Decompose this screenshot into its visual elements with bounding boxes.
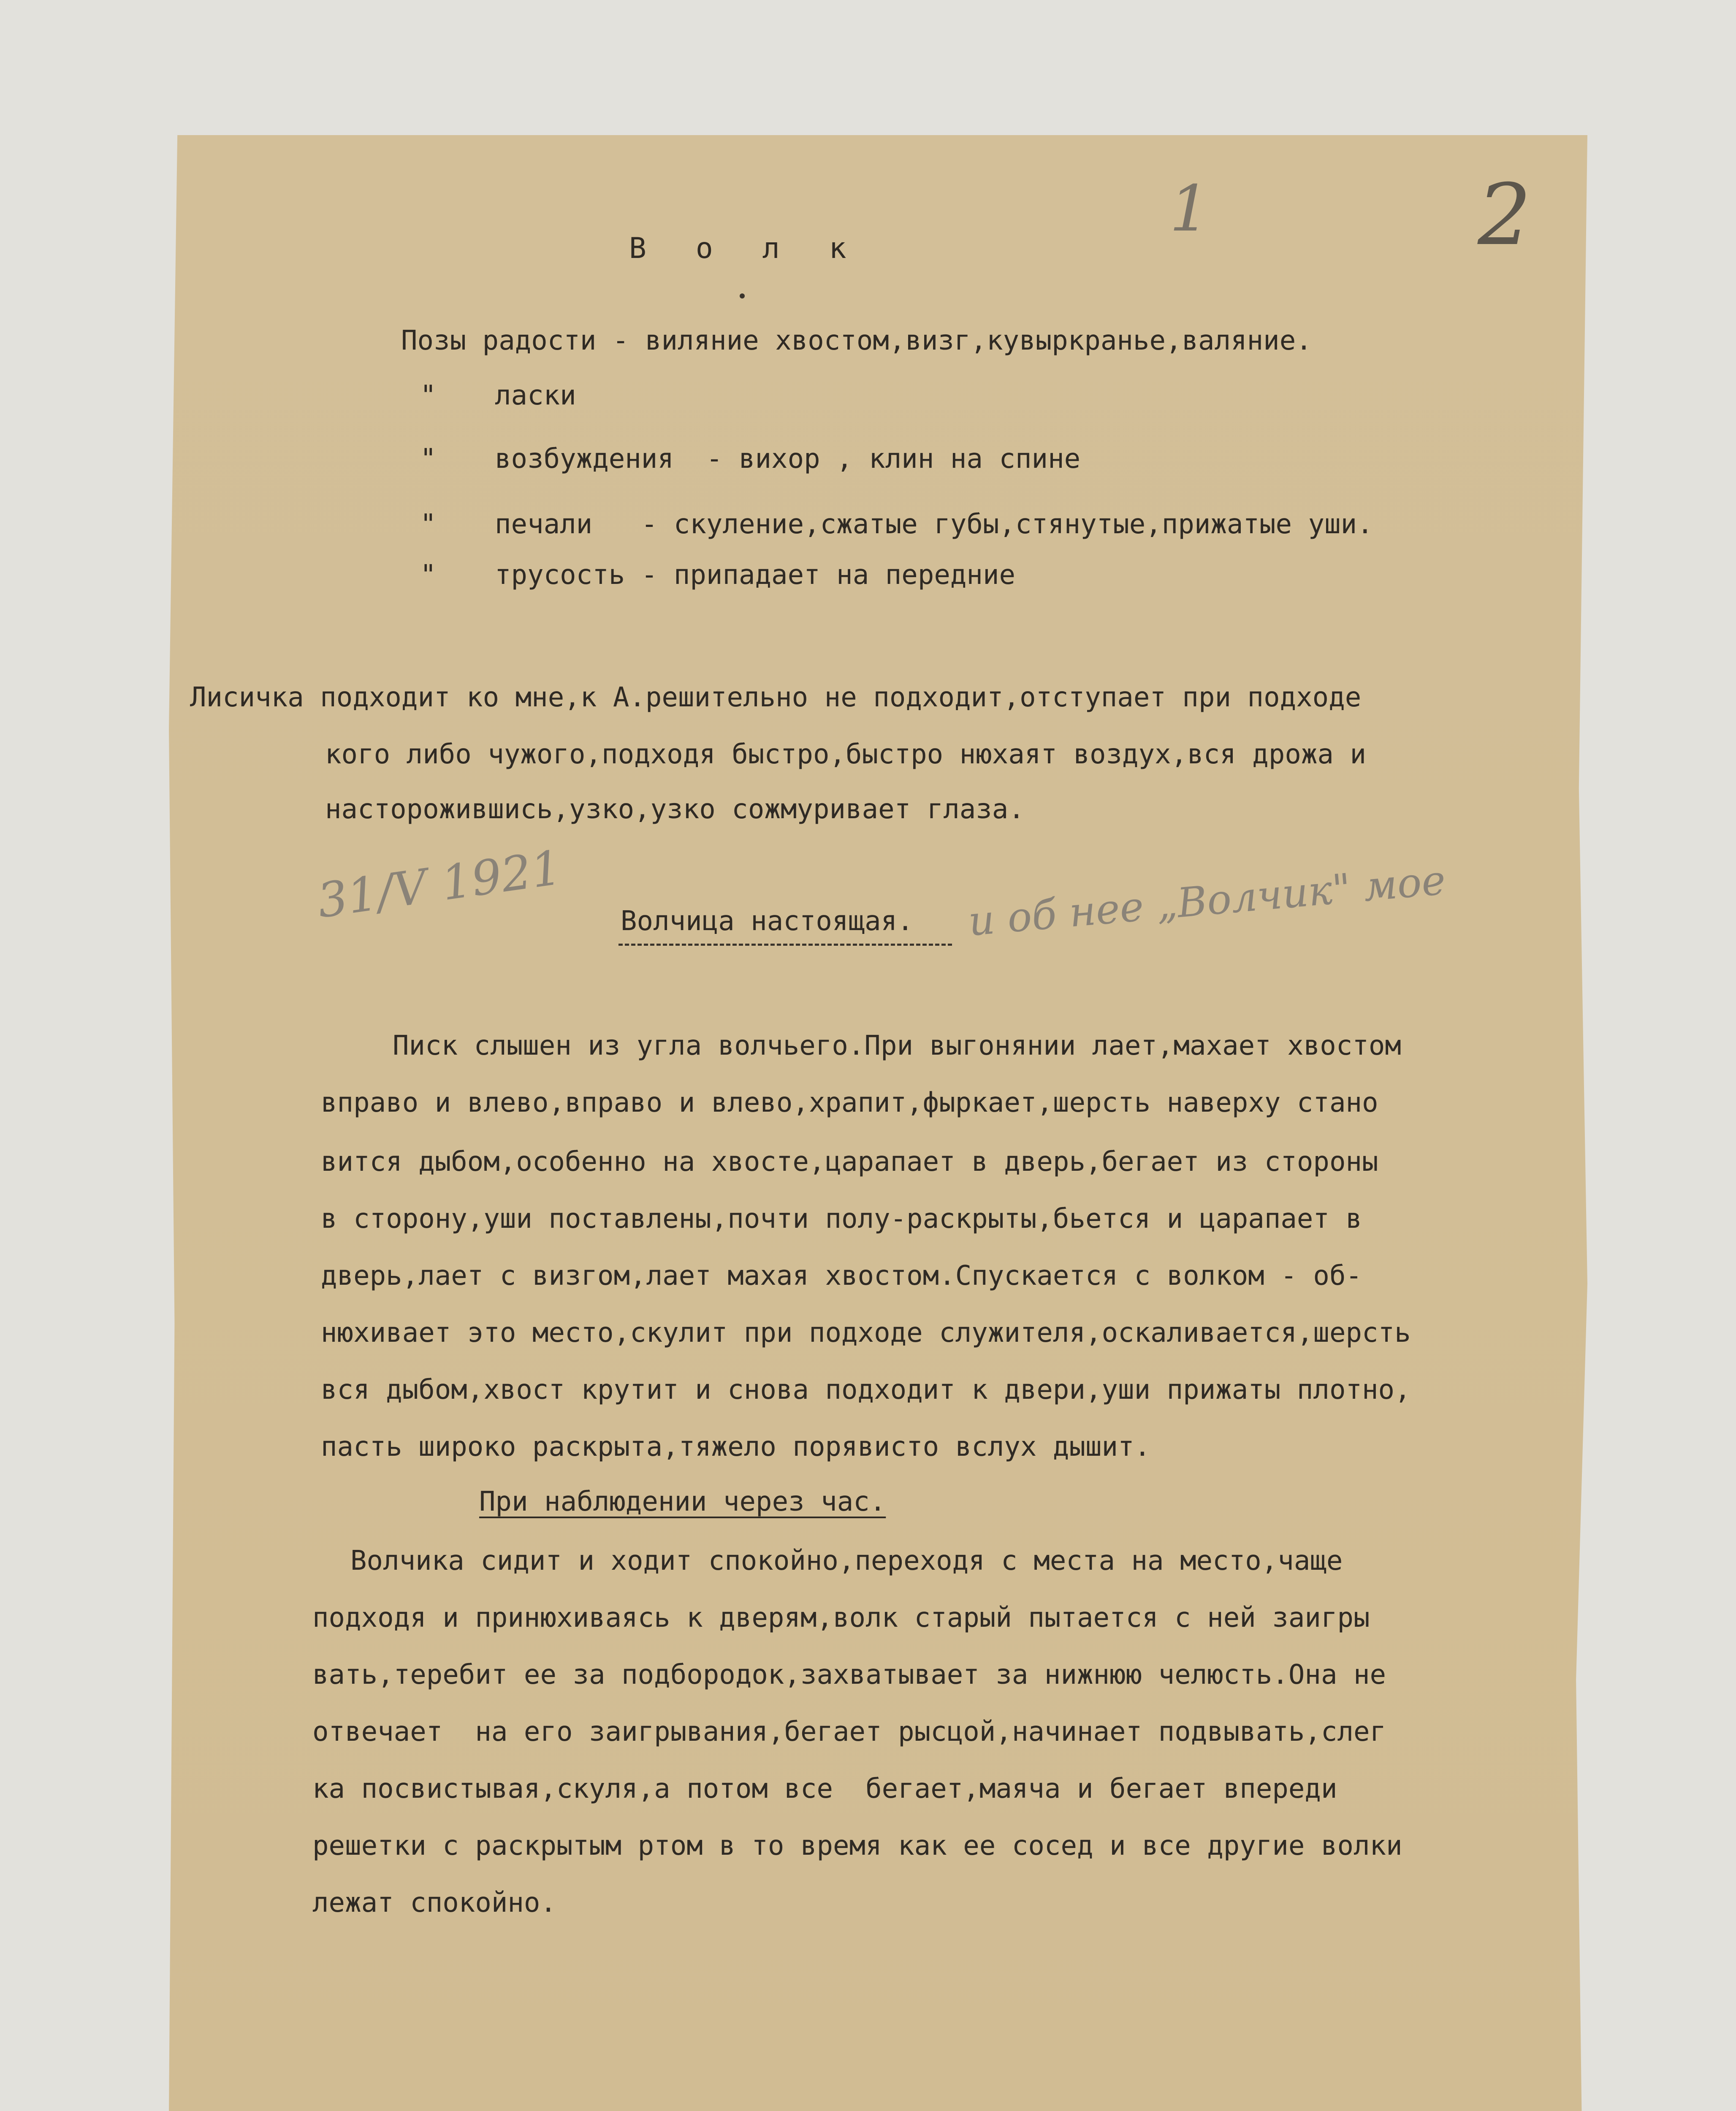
handwritten-page-number-2: 2: [1478, 166, 1532, 264]
subheading: При наблюдении через час.: [479, 1486, 886, 1517]
pose-marker-2: ": [420, 380, 437, 411]
she-wolf-paragraph-line-2: вправо и влево,вправо и влево,храпит,фыркает,шерсть наверху стано: [321, 1087, 1378, 1118]
she-wolf-paragraph-line-4: в сторону,уши поставлены,почти полу-раскрыты,бьется и царапает в: [321, 1203, 1362, 1235]
hour-paragraph-line-1: Волчика сидит и ходит спокойно,переходя с места на место,чаще: [350, 1545, 1343, 1576]
pose-line-2: ласки: [495, 380, 576, 411]
pose-line-4: печали - скуление,сжатые губы,стянутые,прижатые уши.: [495, 509, 1373, 540]
decorative-dot: [740, 293, 745, 298]
fox-paragraph-line-1: Лисичка подходит ко мне,к А.решительно не подходит,отступает при подходе: [190, 682, 1362, 713]
document-title: В о л к: [629, 232, 863, 265]
handwritten-page-number-1: 1: [1169, 172, 1210, 246]
hour-paragraph-line-3: вать,теребит ее за подбородок,захватывает за нижнюю челюсть.Она не: [312, 1659, 1386, 1690]
pose-marker-5: ": [420, 559, 437, 591]
handwritten-margin-note: и об нее „Волчик" мое: [966, 856, 1448, 945]
hour-paragraph-line-2: подходя и принюхиваясь к дверям,волк старый пытается с ней заигры: [312, 1602, 1370, 1633]
pose-line-1: Позы радости - виляние хвостом,визг,кувыркранье,валяние.: [401, 325, 1312, 356]
document-page: [169, 135, 1587, 2111]
handwritten-date: 31/V 1921: [314, 840, 565, 929]
section-heading: Волчица настоящая.: [621, 906, 914, 937]
hour-paragraph-line-4: отвечает на его заигрывания,бегает рысцой,начинает подвывать,слег: [312, 1716, 1386, 1747]
she-wolf-paragraph-line-5: дверь,лает с визгом,лает махая хвостом.Спускается с волком - об-: [321, 1260, 1362, 1292]
fox-paragraph-line-3: насторожившись,узко,узко сожмуривает глаза.: [325, 794, 1025, 825]
heading-dashed-underline: [618, 944, 952, 946]
hour-paragraph-line-7: лежат спокойно.: [312, 1887, 556, 1918]
hour-paragraph-line-6: решетки с раскрытым ртом в то время как ее сосед и все другие волки: [312, 1830, 1402, 1861]
she-wolf-paragraph-line-6: нюхивает это место,скулит при подходе служителя,оскаливается,шерсть: [321, 1317, 1411, 1349]
she-wolf-paragraph-line-3: вится дыбом,особенно на хвосте,царапает в дверь,бегает из стороны: [321, 1146, 1378, 1178]
hour-paragraph-line-5: ка посвистывая,скуля,а потом все бегает,маяча и бегает впереди: [312, 1773, 1337, 1804]
pose-marker-3: ": [420, 443, 437, 475]
pose-marker-4: ": [420, 509, 437, 540]
pose-line-3: возбуждения - вихор , клин на спине: [495, 443, 1081, 475]
fox-paragraph-line-2: кого либо чужого,подходя быстро,быстро нюхаят воздух,вся дрожа и: [325, 739, 1366, 770]
she-wolf-paragraph-line-7: вся дыбом,хвост крутит и снова подходит к двери,уши прижаты плотно,: [321, 1374, 1411, 1406]
pose-line-5: трусость - припадает на передние: [495, 559, 1015, 591]
she-wolf-paragraph-line-8: пасть широко раскрыта,тяжело порявисто вслух дышит.: [321, 1431, 1151, 1463]
she-wolf-paragraph-line-1: Писк слышен из угла волчьего.При выгонянии лает,махает хвостом: [393, 1030, 1401, 1061]
